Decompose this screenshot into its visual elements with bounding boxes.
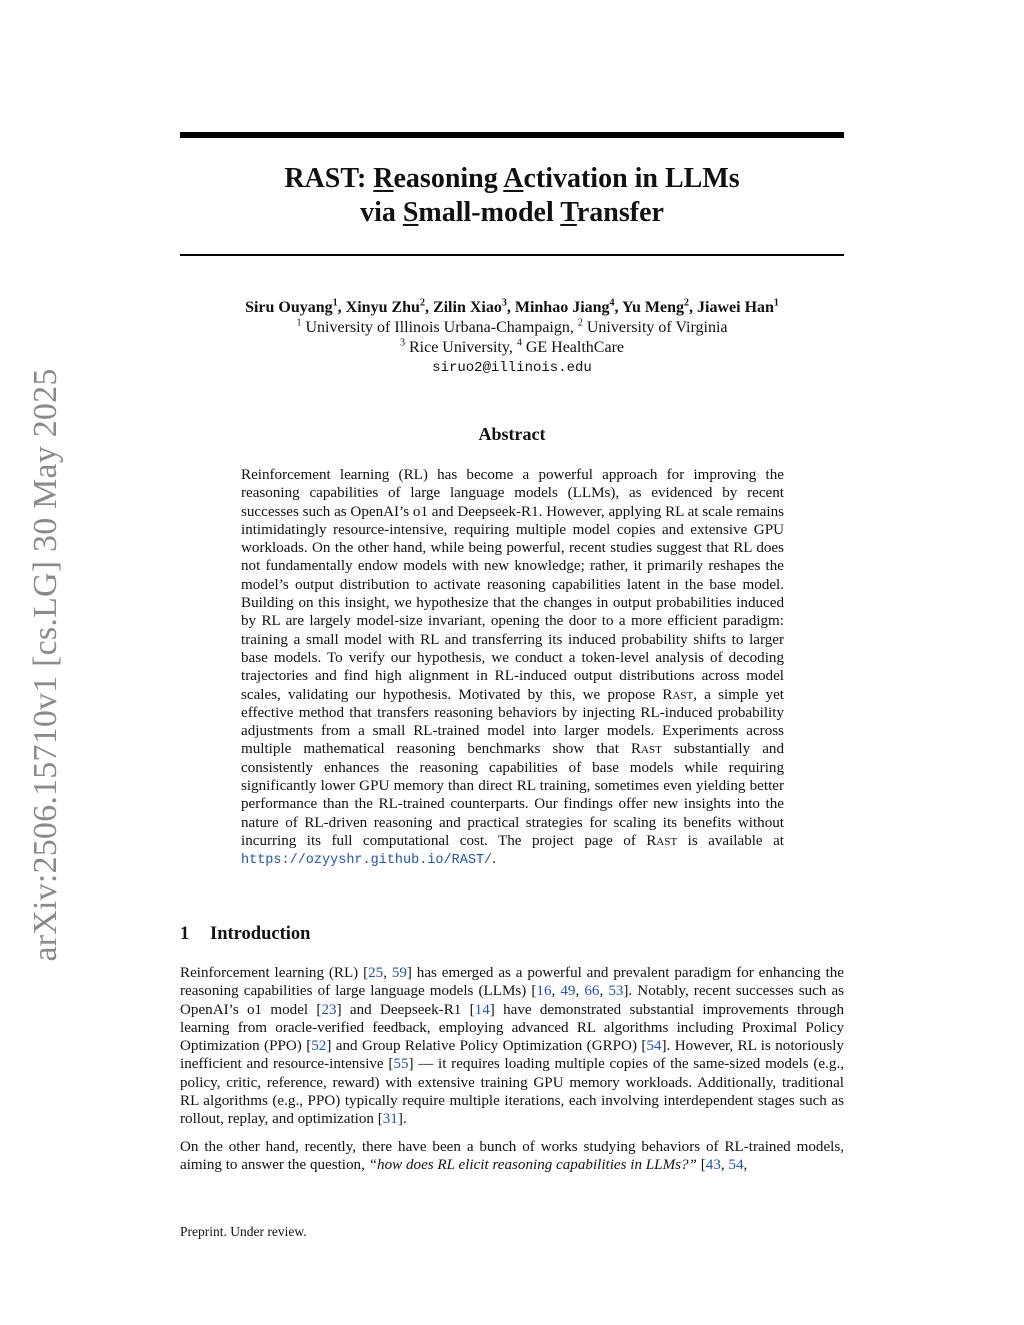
title-text: ransfer	[576, 197, 664, 228]
affiliation-name: University of Illinois Urbana-Champaign,	[301, 319, 578, 336]
citation-link[interactable]: 54	[646, 1038, 662, 1055]
text-run: ] has emerged as a powerful and prevalent paradigm for enhancing the reasoning capabilities of large language models (LLMs) [	[180, 965, 845, 1000]
text-run: ,	[383, 965, 392, 981]
author-name: Siru Ouyang	[245, 299, 333, 316]
text-run: ].	[397, 1111, 407, 1128]
citation-link[interactable]: 55	[393, 1056, 409, 1073]
text-run: ] and Deepseek-R1 [	[336, 1001, 475, 1018]
section-number: 1	[180, 924, 190, 944]
citation-link[interactable]: 52	[311, 1038, 327, 1055]
author-name: Minhao Jiang	[514, 299, 610, 316]
contact-email: siruo2@illinois.edu	[432, 360, 592, 376]
text-run: ,	[720, 1156, 729, 1173]
text-run: ] have demonstrated substantial improvements through learning from oracle-verified feedback, employing advanced RL algorithms including Proximal Policy Optimization (PPO) [	[180, 1001, 844, 1055]
author-name: Jiawei Han	[697, 299, 774, 316]
title-line-2	[180, 196, 844, 230]
citation-link[interactable]: 49	[560, 983, 576, 1000]
text-run: is available at	[677, 832, 784, 849]
affiliation-name: University of Virginia	[582, 319, 728, 336]
text-run: , a simple yet effective method that transfers reasoning behaviors by injecting RL-induced probability adjustments from a small RL-trained model into larger models. Experiments across multiple mathematical reasoning benchmarks show that	[241, 686, 784, 758]
title-initial: S	[402, 197, 419, 228]
text-run: ,	[551, 983, 561, 1000]
citation-link[interactable]: 14	[474, 1001, 490, 1018]
author-affiliation-mark: 2	[419, 297, 425, 309]
author-block	[180, 298, 844, 378]
affiliation-line-1	[180, 318, 844, 338]
paragraph	[180, 1138, 844, 1175]
abstract-heading: Abstract	[478, 424, 546, 444]
affiliation-mark: 1	[296, 317, 302, 329]
text-run: [	[696, 1156, 706, 1173]
footer-note: Preprint. Under review.	[180, 1224, 307, 1239]
affiliation-mark: 4	[516, 337, 522, 349]
text-run: ]. Notably, recent successes such as OpenAI’s o1 model [	[180, 983, 845, 1018]
affiliation-mark: 2	[577, 317, 583, 329]
abstract-text	[241, 466, 784, 871]
title-bottom-rule	[180, 254, 844, 256]
title-initial: T	[560, 197, 577, 228]
citation-link[interactable]: 59	[391, 965, 407, 981]
citation-link[interactable]: 53	[608, 983, 624, 1000]
author-name: Xinyu Zhu	[345, 299, 420, 316]
title-text: via	[360, 197, 403, 228]
citation-link[interactable]: 43	[705, 1156, 721, 1173]
text-run: ,	[743, 1156, 748, 1173]
affiliation-name: Rice University,	[404, 339, 517, 356]
citation-link[interactable]: 54	[728, 1156, 744, 1173]
title-initial: R	[373, 163, 394, 194]
author-name: Yu Meng	[621, 299, 685, 316]
title-text: ctivation in LLMs	[523, 163, 740, 194]
text-run: ] and Group Relative Policy Optimization (GRPO) [	[326, 1038, 647, 1055]
title-text: easoning	[393, 163, 504, 194]
arxiv-side-stamp: arXiv:2506.15710v1 [cs.LG] 30 May 2025	[27, 368, 64, 962]
citation-link[interactable]: 31	[382, 1111, 398, 1128]
paragraph	[180, 964, 844, 1129]
text-run: ,	[599, 983, 609, 1000]
introduction-body	[180, 964, 844, 1183]
method-name: Rast	[630, 741, 662, 758]
citation-link[interactable]: 16	[536, 983, 552, 1000]
title-top-rule	[180, 132, 844, 138]
text-run: Reinforcement learning (RL) has become a powerful approach for improving the reasoning capabilities of large language models (LLMs), as evidenced by recent successes such as OpenAI’s o1 and Deepseek-R1. However, applying RL at scale remains intimidatingly resource-intensive, requiring multiple model copies and extensive GPU workloads. On the other hand, while being powerful, recent studies suggest that RL does not fundamentally endow models with new knowledge; rather, it primarily reshapes the model’s output distribution to activate reasoning capabilities latent in the base model. Building on this insight, we hypothesize that the changes in output probabilities induced by RL are largely model-size invariant, opening the door to a more efficient paradigm: training a small model with RL and transferring its induced probability shifts to larger base models. To verify our hypothesis, we conduct a token-level analysis of decoding trajectories and find high alignment in RL-induced output distributions across model scales, validating our hypothesis. Motivated by this, we propose	[241, 467, 784, 703]
author-affiliation-mark: 3	[501, 297, 507, 309]
author-affiliation-mark: 4	[609, 297, 615, 309]
title-initial: A	[503, 163, 524, 194]
affiliation-name: GE HealthCare	[521, 339, 624, 356]
citation-link[interactable]: 23	[321, 1001, 337, 1018]
text-run: ]. However, RL is notoriously inefficient and resource-intensive [	[180, 1038, 844, 1073]
author-affiliation-mark: 1	[332, 297, 338, 309]
project-page-link[interactable]: https://ozyyshr.github.io/RAST/	[241, 853, 493, 869]
quoted-question: “how does RL elicit reasoning capabilities in LLMs?”	[368, 1156, 697, 1173]
author-affiliation-mark: 2	[684, 297, 690, 309]
method-name: Rast	[662, 686, 694, 703]
author-name: Zilin Xiao	[432, 299, 502, 316]
affiliation-line-2	[180, 338, 844, 358]
citation-link[interactable]: 66	[584, 983, 600, 1000]
title-line-1	[180, 162, 844, 196]
title-text: mall-model	[418, 197, 561, 228]
author-affiliation-mark: 1	[773, 297, 779, 309]
text-run: ,	[575, 983, 585, 1000]
title-text: RAST:	[284, 163, 374, 194]
text-run: substantially and consistently enhances the reasoning capabilities of base models while requiring significantly lower GPU memory than direct RL training, sometimes even yielding better performance than the RL-trained counterparts. Our findings offer new insights into the nature of RL-driven reasoning and practical strategies for scaling its benefits without incurring its full computational cost. The project page of	[241, 741, 784, 849]
paper-title	[180, 162, 844, 230]
section-heading-introduction	[180, 924, 310, 945]
citation-link[interactable]: 25	[368, 965, 384, 981]
affiliation-mark: 3	[399, 337, 405, 349]
text-run: Reinforcement learning (RL) [	[180, 965, 369, 981]
text-run: ] — it requires loading multiple copies of the same-sized models (e.g., policy, critic, reference, reward) with extensive training GPU memory workloads. Additionally, traditional RL algorithms (e.g., PPO) typically require multiple iterations, each involving interdependent stages such as rollout, replay, and optimization [	[180, 1056, 844, 1128]
text-run: On the other hand, recently, there have been a bunch of works studying behaviors of RL-trained models, aiming to answer the question,	[180, 1138, 844, 1173]
method-name: Rast	[646, 832, 678, 849]
author-names: Siru Ouyang$^1$, Xinyu Zhu$^2$, Zilin Xiao$^3$, Minhao Jiang$^4$, Yu Meng$^2$, Jiawei Han$^1$	[245, 297, 779, 316]
section-title: Introduction	[210, 924, 311, 944]
text-run: .	[492, 851, 496, 868]
